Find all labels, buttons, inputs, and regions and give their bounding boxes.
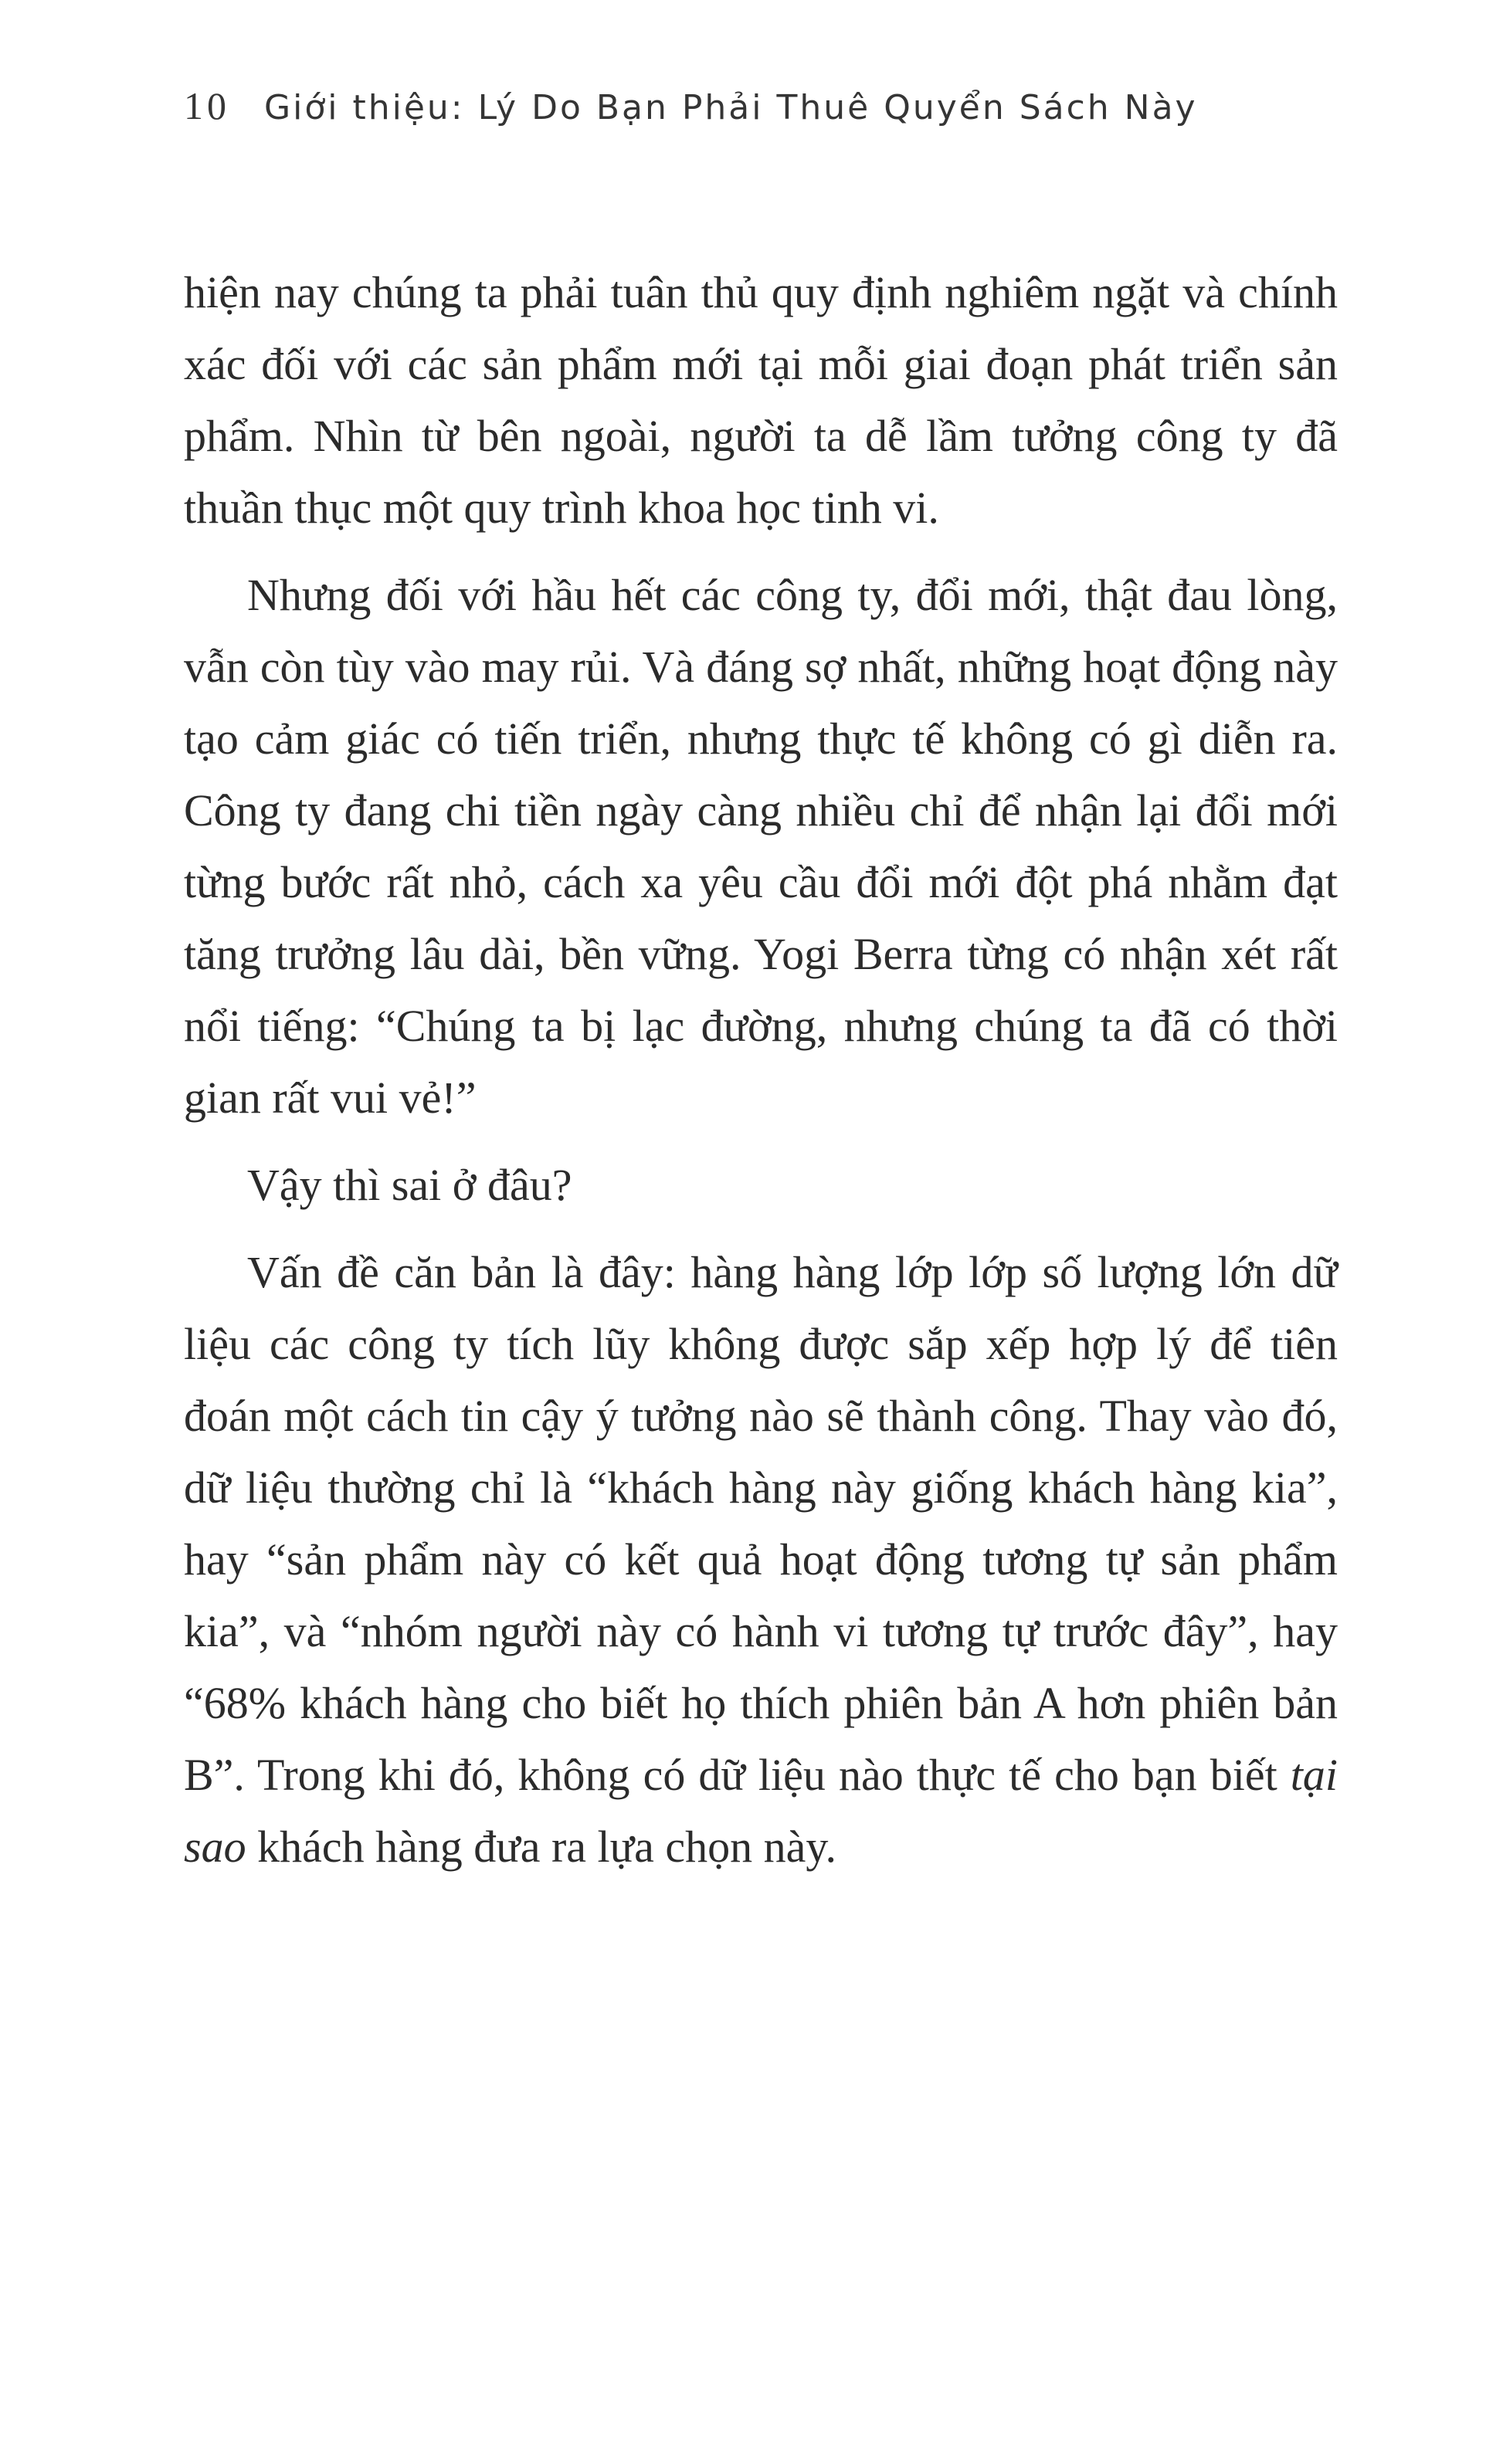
paragraph-question: Vậy thì sai ở đâu? — [247, 1160, 572, 1210]
emphasized-why: tại sao — [184, 1750, 1338, 1872]
paragraph-data-problem-text-before: Vấn đề căn bản là đây: hàng hàng lớp lớp số lượng lớn dữ liệu các công ty tích lũy không được sắp xếp hợp lý để tiên đoán một cách tin cậy ý tưởng nào sẽ thành công. Thay vào đó, dữ liệu thường chỉ là “khách hàng này giống khách hàng kia”, hay “sản phẩm này có kết quả hoạt động tương tự sản phẩm kia”, và “nhóm người này có hành vi tương tự trước đây”, hay “68% khách hàng cho biết họ thích phiên bản A hơn phiên bản B”. Trong khi đó, không có dữ liệu nào thực tế cho bạn biết — [184, 1247, 1338, 1800]
paragraph-data-problem — [184, 1236, 1338, 1883]
page-number: 10 — [184, 84, 230, 127]
chapter-title: Giới thiệu: Lý Do Bạn Phải Thuê Quyển Sách Này — [264, 88, 1198, 127]
body-text — [184, 256, 1338, 1883]
paragraph-innovation-luck: Nhưng đối với hầu hết các công ty, đổi mới, thật đau lòng, vẫn còn tùy vào may rủi. Và đáng sợ nhất, những hoạt động này tạo cảm giác có tiến triển, nhưng thực tế không có gì diễn ra. Công ty đang chi tiền ngày càng nhiều chỉ để nhận lại đổi mới từng bước rất nhỏ, cách xa yêu cầu đổi mới đột phá nhằm đạt tăng trưởng lâu dài, bền vững. Yogi Berra từng có nhận xét rất nổi tiếng: “Chúng ta bị lạc đường, nhưng chúng ta đã có thời gian rất vui vẻ!” — [184, 570, 1338, 1123]
running-header — [184, 86, 1338, 148]
paragraph-data-problem-text-after: khách hàng đưa ra lựa chọn này. — [246, 1822, 837, 1872]
paragraph-continued: hiện nay chúng ta phải tuân thủ quy định nghiêm ngặt và chính xác đối với các sản phẩm mới tại mỗi giai đoạn phát triển sản phẩm. Nhìn từ bên ngoài, người ta dễ lầm tưởng công ty đã thuần thục một quy trình khoa học tinh vi. — [184, 267, 1338, 533]
